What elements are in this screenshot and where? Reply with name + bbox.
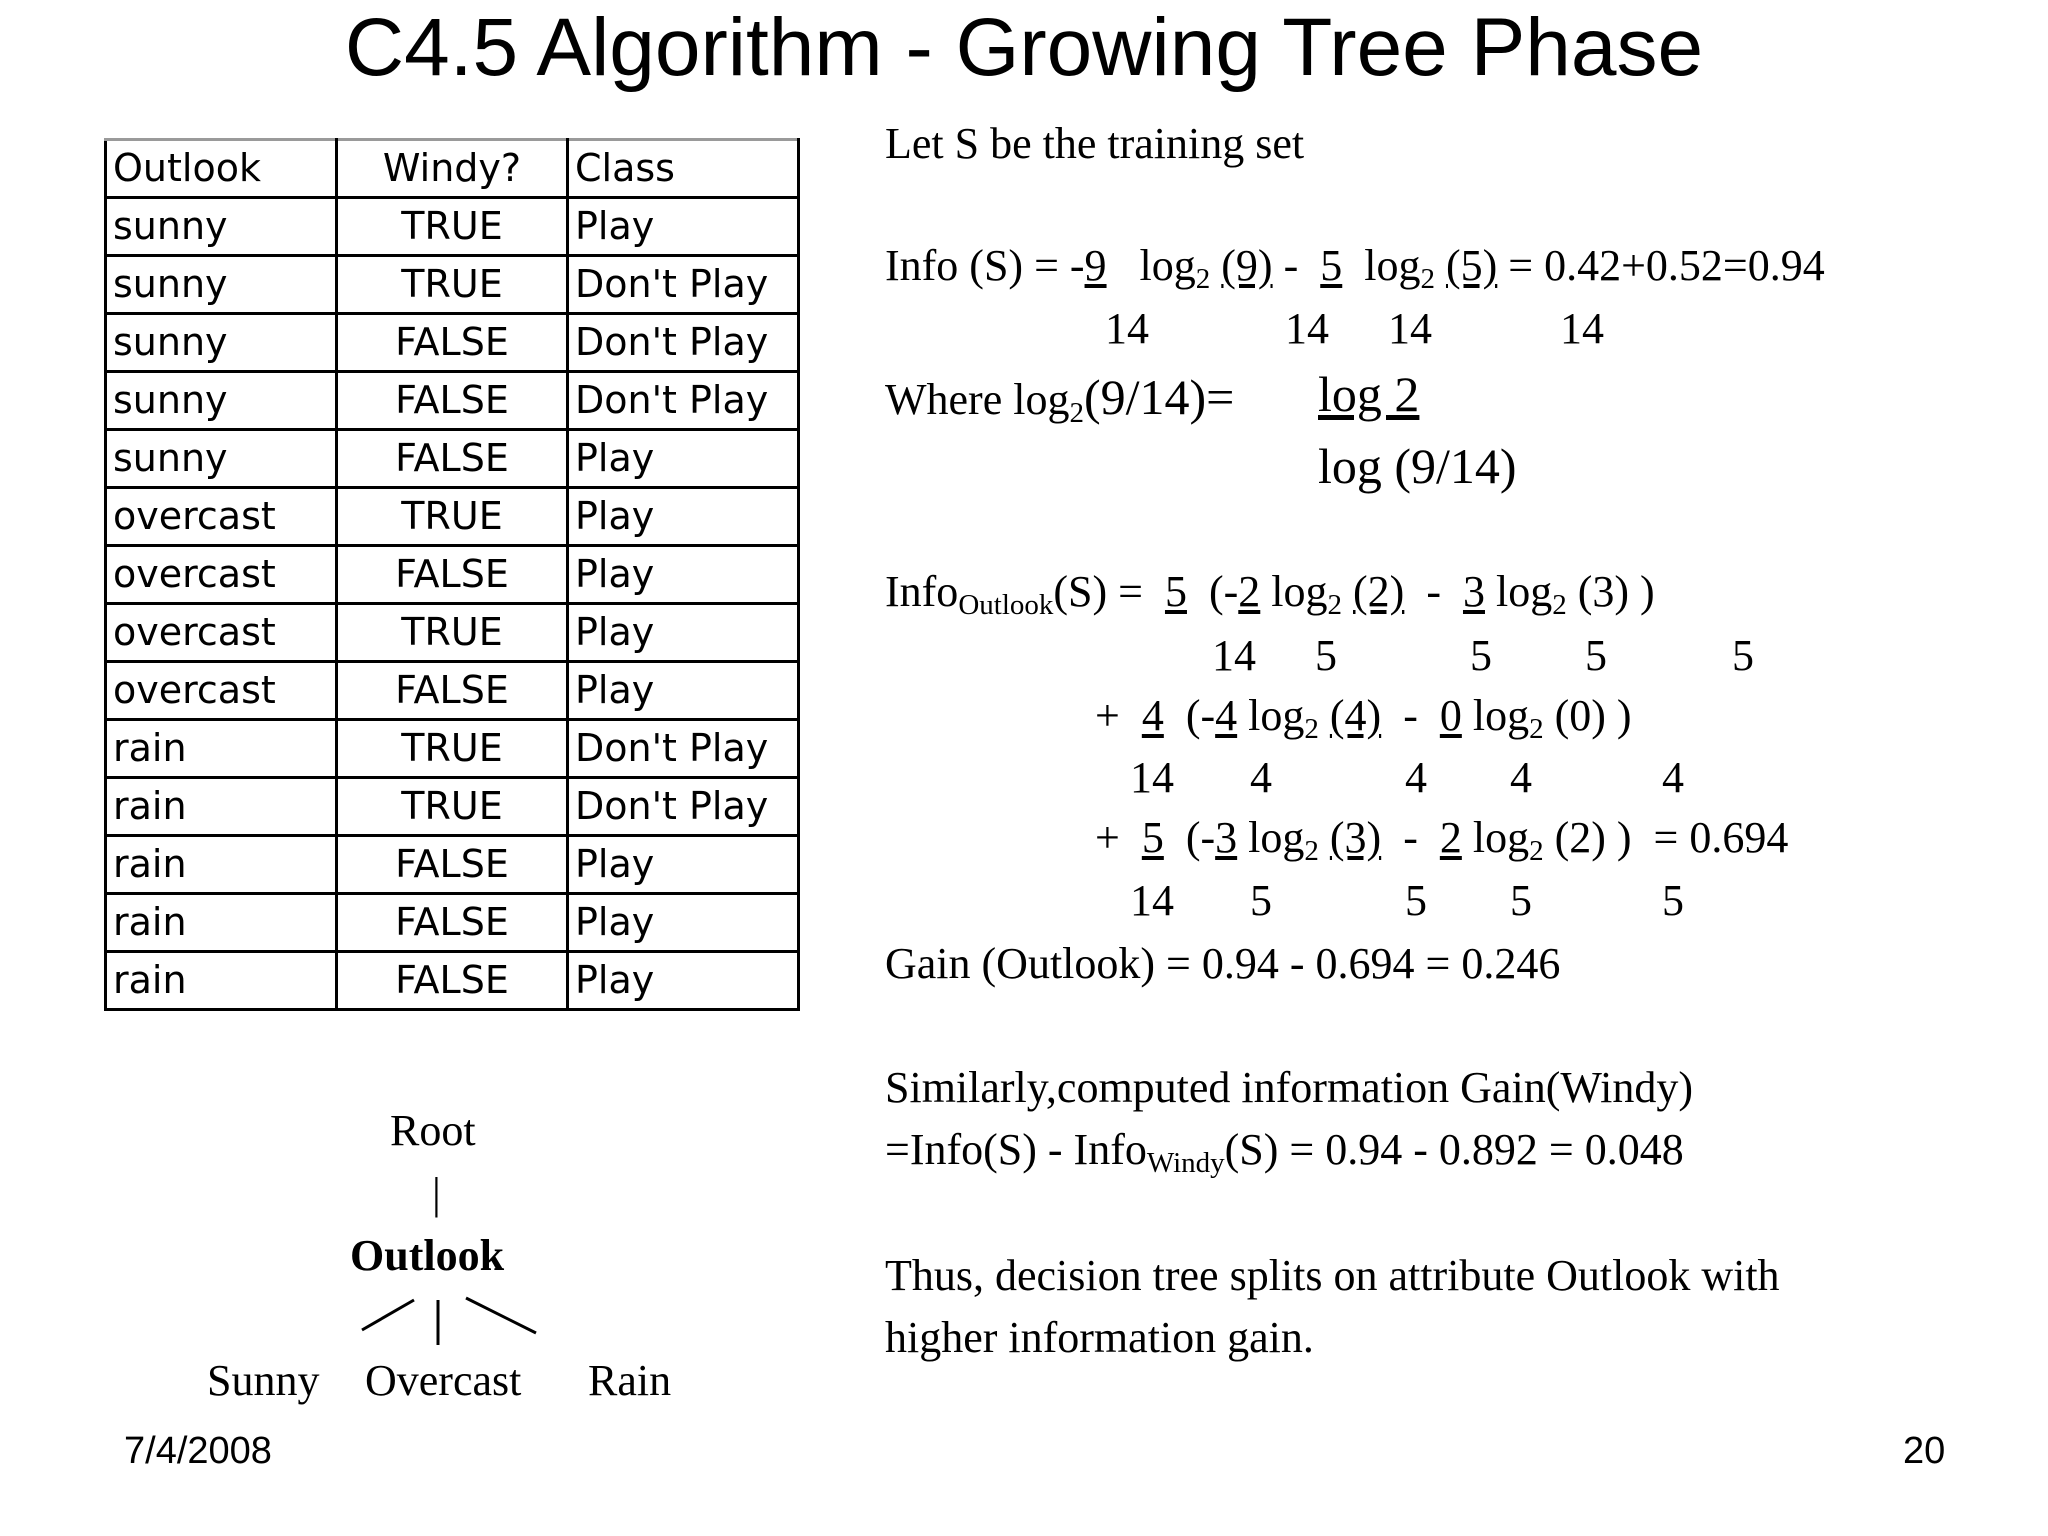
tree-node-outlook: Outlook — [350, 1231, 505, 1280]
info-s-den-2: 14 — [1285, 304, 1329, 353]
page-number: 20 — [1903, 1430, 1946, 1472]
table-cell: sunny — [106, 314, 337, 372]
table-cell: TRUE — [337, 778, 568, 836]
table-cell: FALSE — [337, 546, 568, 604]
table-cell: Don't Play — [568, 778, 799, 836]
io-d1-4: 5 — [1732, 631, 1754, 680]
info-outlook-line-2: + 4 (-4 $\log_2 (4) - 0$ $\log_2 (0)$ ) — [1095, 691, 1632, 745]
table-cell: sunny — [106, 372, 337, 430]
io-d2-1: 4 — [1250, 753, 1272, 802]
io-d3-3: 5 — [1510, 876, 1532, 925]
where-numerator: log 2 — [1318, 366, 1420, 422]
table-cell: rain — [106, 952, 337, 1010]
table-cell: sunny — [106, 198, 337, 256]
table-cell: Play — [568, 952, 799, 1010]
table-cell: FALSE — [337, 662, 568, 720]
table-header-cell: Windy? — [337, 140, 568, 198]
table-cell: sunny — [106, 256, 337, 314]
table-cell: rain — [106, 894, 337, 952]
table-cell: Don't Play — [568, 256, 799, 314]
table-cell: FALSE — [337, 836, 568, 894]
tree-branch-overcast: Overcast — [365, 1356, 522, 1405]
where-line: Where $\log_2(9/14)=$ — [885, 369, 1235, 429]
table-cell: TRUE — [337, 720, 568, 778]
io-d1-2: 5 — [1470, 631, 1492, 680]
table-header-cell: Class — [568, 140, 799, 198]
thus-line-1: Thus, decision tree splits on attribute Outlook with — [885, 1251, 1780, 1300]
thus-line-2: higher information gain. — [885, 1313, 1314, 1362]
table-cell: FALSE — [337, 894, 568, 952]
info-s-den-3: 14 — [1388, 304, 1432, 353]
table-cell: FALSE — [337, 430, 568, 488]
tree-root: Root — [390, 1106, 476, 1155]
table-cell: Play — [568, 894, 799, 952]
info-outlook-line-3: + 5 (-3 $\log_2 (3) - 2$ $\log_2 (2)$ ) = 0.694 — [1095, 813, 1789, 867]
tree-root-connector: | — [432, 1169, 441, 1218]
info-s-formula: Info (S) = -9 $\log_2 (9) - 5$ $\log_2 (5) = 0.42+0.52=0.94$ — [885, 241, 1825, 295]
table-cell: Play — [568, 198, 799, 256]
io-d3-0: 14 — [1130, 876, 1174, 925]
gain-windy-line: =Info(S) - Info$_{Windy}$(S) = 0.94 - 0.892 = 0.048 — [885, 1125, 1684, 1179]
table-cell: TRUE — [337, 488, 568, 546]
gain-outlook-line: Gain (Outlook) = 0.94 - 0.694 = 0.246 — [885, 939, 1561, 988]
io-d3-2: 5 — [1405, 876, 1427, 925]
table-cell: rain — [106, 836, 337, 894]
table-cell: TRUE — [337, 604, 568, 662]
table-cell: Play — [568, 488, 799, 546]
table-cell: Play — [568, 836, 799, 894]
io-d2-0: 14 — [1130, 753, 1174, 802]
table-header-cell: Outlook — [106, 140, 337, 198]
table-cell: sunny — [106, 430, 337, 488]
table-cell: rain — [106, 720, 337, 778]
io-d2-3: 4 — [1510, 753, 1532, 802]
branch-line-sunny — [362, 1300, 414, 1330]
table-cell: Play — [568, 662, 799, 720]
table-cell: Play — [568, 604, 799, 662]
table-cell: overcast — [106, 488, 337, 546]
io-d1-1: 5 — [1315, 631, 1337, 680]
tree-branch-rain: Rain — [588, 1356, 672, 1405]
similarly-line: Similarly,computed information Gain(Windy) — [885, 1063, 1693, 1112]
table-cell: overcast — [106, 662, 337, 720]
branch-line-rain — [466, 1298, 536, 1333]
info-s-den-1: 14 — [1105, 304, 1149, 353]
table-cell: FALSE — [337, 372, 568, 430]
table-cell: TRUE — [337, 198, 568, 256]
table-cell: FALSE — [337, 314, 568, 372]
table-cell: Play — [568, 546, 799, 604]
table-cell: overcast — [106, 604, 337, 662]
io-d3-1: 5 — [1250, 876, 1272, 925]
io-d2-4: 4 — [1662, 753, 1684, 802]
where-denominator: log (9/14) — [1318, 438, 1517, 494]
tree-branch-sunny: Sunny — [207, 1356, 320, 1405]
table-cell: Play — [568, 430, 799, 488]
info-s-den-4: 14 — [1560, 304, 1604, 353]
table-cell: overcast — [106, 546, 337, 604]
table-cell: TRUE — [337, 256, 568, 314]
info-outlook-line-1: Info$_{Outlook}$(S) = 5 (-2 $\log_2 (2) - 3$ $\log_2 (3)$ ) — [885, 567, 1655, 621]
io-d1-0: 14 — [1212, 631, 1256, 680]
footer-date: 7/4/2008 — [124, 1430, 272, 1472]
training-set-line: Let S be the training set — [885, 119, 1305, 168]
table-cell: rain — [106, 778, 337, 836]
table-cell: Don't Play — [568, 372, 799, 430]
io-d2-2: 4 — [1405, 753, 1427, 802]
table-cell: FALSE — [337, 952, 568, 1010]
slide-title: C4.5 Algorithm - Growing Tree Phase — [344, 2, 1704, 93]
io-d3-4: 5 — [1662, 876, 1684, 925]
io-d1-3: 5 — [1585, 631, 1607, 680]
table-cell: Don't Play — [568, 314, 799, 372]
table-cell: Don't Play — [568, 720, 799, 778]
